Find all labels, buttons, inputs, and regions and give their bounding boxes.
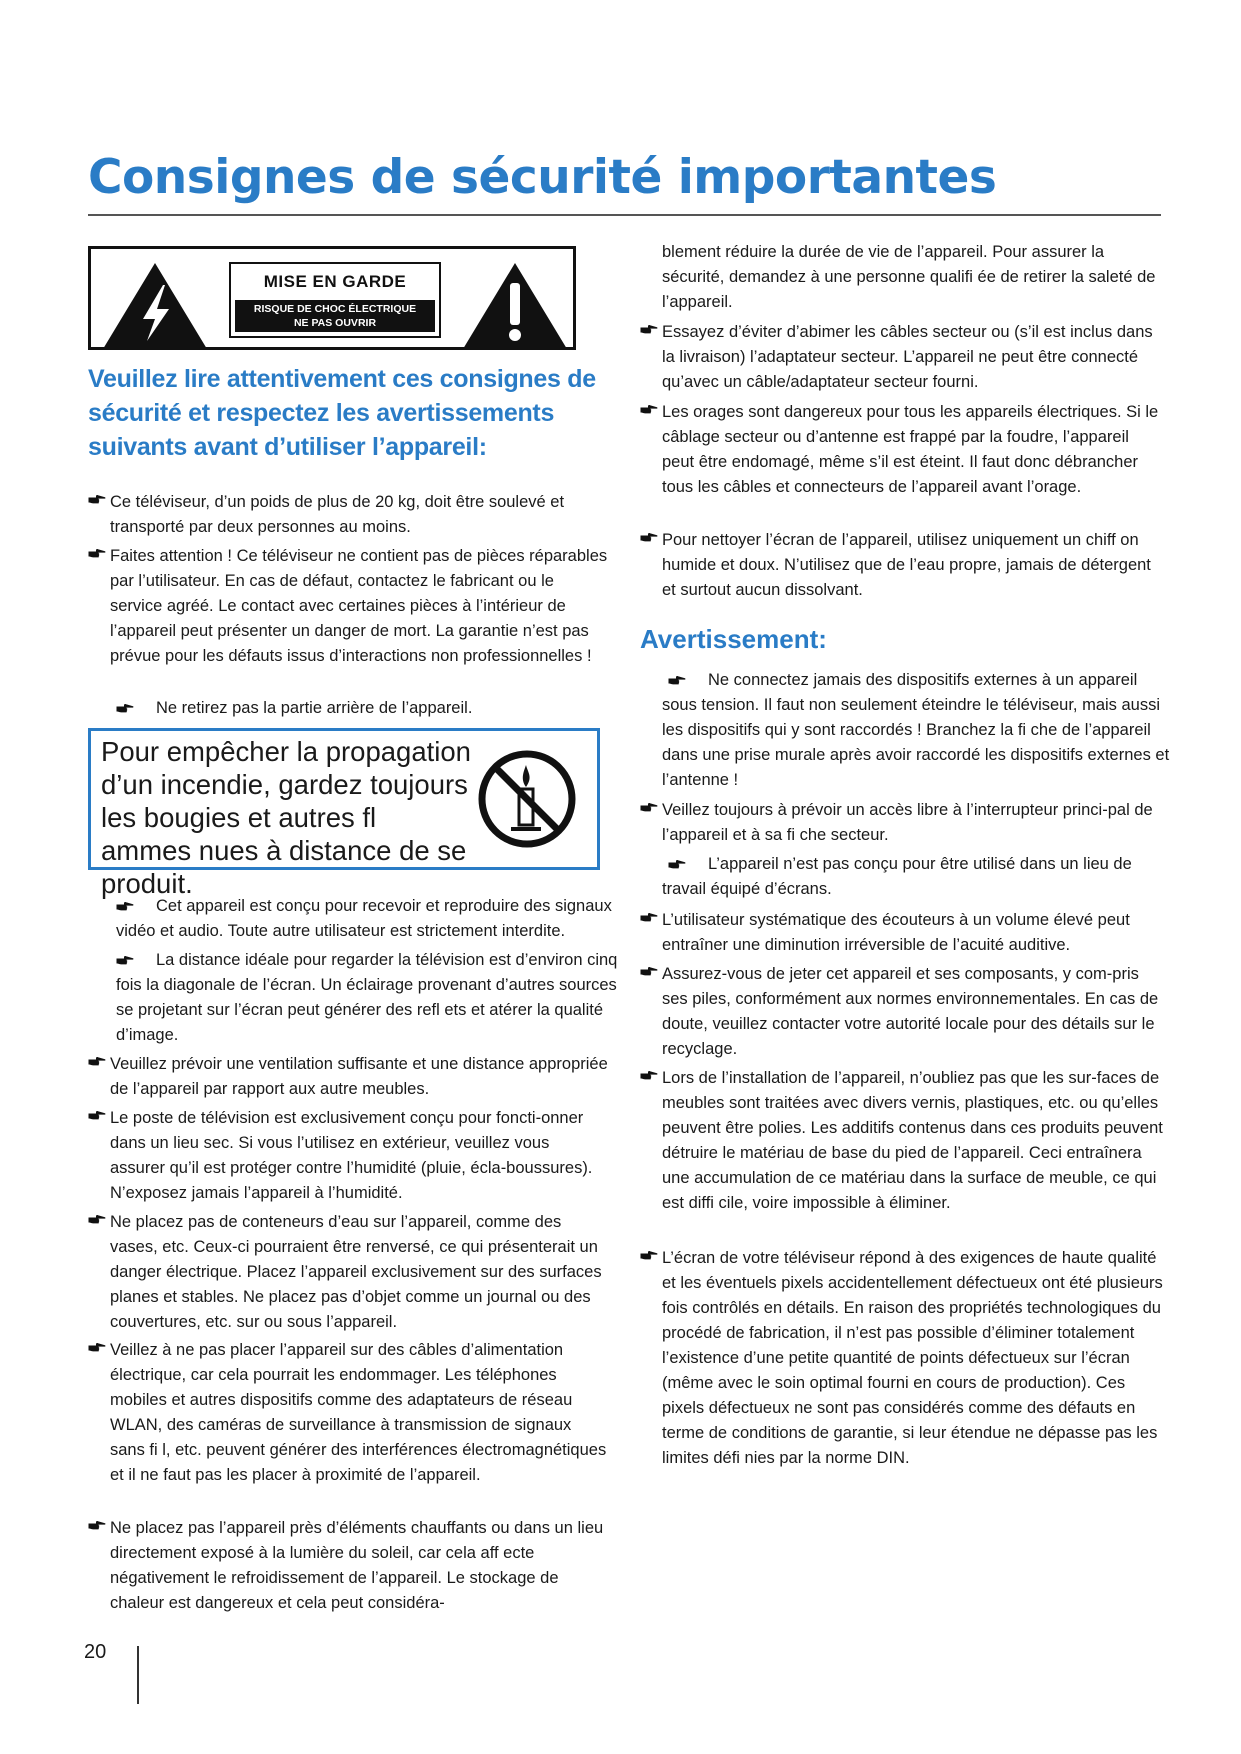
list-item-text: La distance idéale pour regarder la télévision est d’environ cinq fois la diagonale de l’écran. Un éclairage provenant d’autres sources se projetant sur l’écran peut générer des refl ets et atérer la qualité d’image. [116,951,618,1044]
pointing-hand-icon [116,901,134,913]
list-item [640,1246,1165,1471]
list-item [116,696,616,721]
list-item-text: Ne retirez pas la partie arrière de l’appareil. [156,699,473,717]
warning-line-2: NE PAS OUVRIR [293,317,377,329]
exclamation-warning-icon [461,261,569,351]
list-item-text: Veillez toujours à prévoir un accès libre à l’interrupteur princi-pal de l’appareil et à sa fi che secteur. [662,801,1153,844]
list-item-text: Faites attention ! Ce téléviseur ne contient pas de pièces réparables par l’utilisateur. En cas de défaut, contactez le fabricant ou le service agréé. Le contact avec certaines pièces à l’intérieur de l’appareil peut présenter un danger de mort. La garantie n’est pas prévue pour les défauts issus d’interactions non professionnelles ! [110,547,608,665]
pointing-hand-icon [640,324,658,336]
list-item-text: Pour nettoyer l’écran de l’appareil, utilisez uniquement un chiff on humide et doux. N’utilisez que de l’eau propre, jamais de détergent et surtout aucun dissolvant. [662,531,1151,599]
list-item [662,852,1172,902]
list-item [640,962,1160,1062]
list-item [640,908,1160,958]
pointing-hand-icon [640,1070,658,1082]
list-item-text: Veuillez prévoir une ventilation suffisante et une distance appropriée de l’appareil par rapport aux autre meubles. [110,1055,608,1098]
fire-safety-text: Pour empêcher la propagation d’un incendie, gardez toujours les bougies et autres fl ammes nues à distance de se produit. [101,736,471,899]
no-open-flame-icon [475,747,579,851]
list-item-text: Ne placez pas de conteneurs d’eau sur l’appareil, comme des vases, etc. Ceux-ci pourraient être renversé, ce qui présenterait un danger électrique. Placez l’appareil exclusivement sur des surfaces planes et stables. Ne placez pas d’objet comme un journal ou des couvertures, etc. sur ou sous l’appareil. [110,1213,602,1331]
list-item-text: L’appareil n’est pas conçu pour être utilisé dans un lieu de travail équipé d’écrans. [662,855,1132,898]
list-item-text: Le poste de télévision est exclusivement conçu pour foncti-onner dans un lieu sec. Si vous l’utilisez en extérieur, veuillez vous assurer qu’il est protéger contre l’humidité (pluie, écla-boussures). N’exposez jamais l’appareil à l’humidité. [110,1109,593,1202]
list-item [640,320,1170,395]
list-item [88,1338,608,1488]
warning-line-1: RISQUE DE CHOC ÉLECTRIQUE [253,303,417,315]
pointing-hand-icon [640,532,658,544]
list-item-text: Cet appareil est conçu pour recevoir et reproduire des signaux vidéo et audio. Toute autre utilisateur est strictement interdite. [116,897,612,940]
list-item [640,528,1160,603]
pointing-hand-icon [116,703,134,715]
list-item [662,668,1172,793]
warning-subheading: Avertissement: [640,624,827,654]
pointing-hand-icon [640,404,658,416]
list-item [88,544,608,669]
pointing-hand-icon [88,548,106,560]
list-item [88,490,608,540]
warning-label [88,246,576,350]
list-item-text: Ce téléviseur, d’un poids de plus de 20 kg, doit être soulevé et transporté par deux personnes au moins. [110,493,565,536]
list-item [88,1106,608,1206]
pointing-hand-icon [88,1520,106,1532]
list-item-text: L’écran de votre téléviseur répond à des exigences de haute qualité et les éventuels pixels accidentellement défectueux ont été plusieurs fois contrôlés en détails. En raison des propriétés technologiques du procédé de fabrication, il n’est pas possible d’éliminer totalement l’existence d’une petite quantité de points défectueux sur l’écran (même avec le soin optimal fourni en cours de production). Ces pixels défectueux ne sont pas considérés comme des défauts en terme de conditions de garantie, si leur étendue ne dépasse pas les limites défi nies par la norme DIN. [662,1249,1163,1467]
pointing-hand-icon [640,966,658,978]
list-item-text: Les orages sont dangereux pour tous les appareils électriques. Si le câblage secteur ou d’antenne est frappé par la foudre, l’appareil peut être endomagé, même s’il est éteint. Il faut donc débrancher tous les câbles et connecteurs de l’appareil avant l’orage. [662,403,1159,496]
page-number: 20 [84,1641,107,1663]
pointing-hand-icon [640,1250,658,1262]
warning-subtext [235,300,435,332]
list-item [88,1210,608,1335]
list-item [640,400,1160,500]
pointing-hand-icon [668,859,686,871]
list-item [640,1066,1165,1216]
warning-heading: MISE EN GARDE [263,272,407,291]
pointing-hand-icon [116,955,134,967]
list-item-text: L’utilisateur systématique des écouteurs à un volume élevé peut entraîner une diminution irréversible de l’acuité auditive. [662,911,1130,954]
pointing-hand-icon [88,1110,106,1122]
fire-safety-notice [88,728,600,899]
list-item-text: Ne placez pas l’appareil près d’éléments chauffants ou dans un lieu directement exposé à la lumière du soleil, car cela aff ecte négativement le refroidissement de l’appareil. Le stockage de chaleur est dangereux et cela peut considéra- [110,1519,604,1612]
pointing-hand-icon [668,675,686,687]
continuation-text: blement réduire la durée de vie de l’appareil. Pour assurer la sécurité, demandez à une personne qualifi ée de retirer la saleté de l’appareil. [662,243,1156,311]
list-item [116,894,646,944]
list-item [116,948,626,1048]
list-item-text: Ne connectez jamais des dispositifs externes à un appareil sous tension. Il faut non seulement éteindre le téléviseur, mais aussi les dispositifs qui y sont raccordés ! Branchez la fi che de l’appareil dans une prise murale après avoir raccordé les dispositifs externes et l’antenne ! [662,671,1170,789]
list-item [88,1516,608,1616]
list-item-text: Lors de l’installation de l’appareil, n’oubliez pas que les sur-faces de meubles sont traitées avec divers vernis, plastiques, etc. ou qu’elles peuvent être polies. Les additifs contenus dans ces produits peuvent détruire le matériau de base du pied de l’appareil. Ceci entraînera une accumulation de ce matériau dans la surface de meuble, ce qui est diffi cile, voire impossible à éliminer. [662,1069,1163,1212]
pointing-hand-icon [88,1342,106,1354]
lead-instruction: Veuillez lire attentivement ces consignes de sécurité et respectez les avertissements suivants avant d’utiliser l’appareil: [88,365,596,461]
list-item [88,1052,608,1102]
list-item-text: Assurez-vous de jeter cet appareil et ses composants, y com-pris ses piles, conformément aux normes environnementales. En cas de doute, veuillez contacter votre autorité locale pour des détails sur le recyclage. [662,965,1159,1058]
pointing-hand-icon [88,494,106,506]
pointing-hand-icon [640,802,658,814]
page-number-divider [137,1646,139,1704]
list-item-text: Essayez d’éviter d’abimer les câbles secteur ou (s’il est inclus dans la livraison) l’adaptateur secteur. L’appareil ne peut être connecté qu’avec un câble/adaptateur secteur fourni. [662,323,1153,391]
page-title: Consignes de sécurité importantes [88,150,997,205]
pointing-hand-icon [640,912,658,924]
electric-shock-warning-icon [101,261,209,351]
warning-plate [229,262,441,338]
pointing-hand-icon [88,1214,106,1226]
pointing-hand-icon [88,1056,106,1068]
list-item [640,798,1160,848]
title-divider [88,214,1161,216]
list-item-text: Veillez à ne pas placer l’appareil sur des câbles d’alimentation électrique, car cela pourrait les endommager. Les téléphones mobiles et autres dispositifs comme des adaptateurs de réseau WLAN, des caméras de surveillance à transmission de signaux sans fi l, etc. peuvent générer des interférences électromagnétiques et il ne faut pas les placer à proximité de l’appareil. [110,1341,607,1484]
